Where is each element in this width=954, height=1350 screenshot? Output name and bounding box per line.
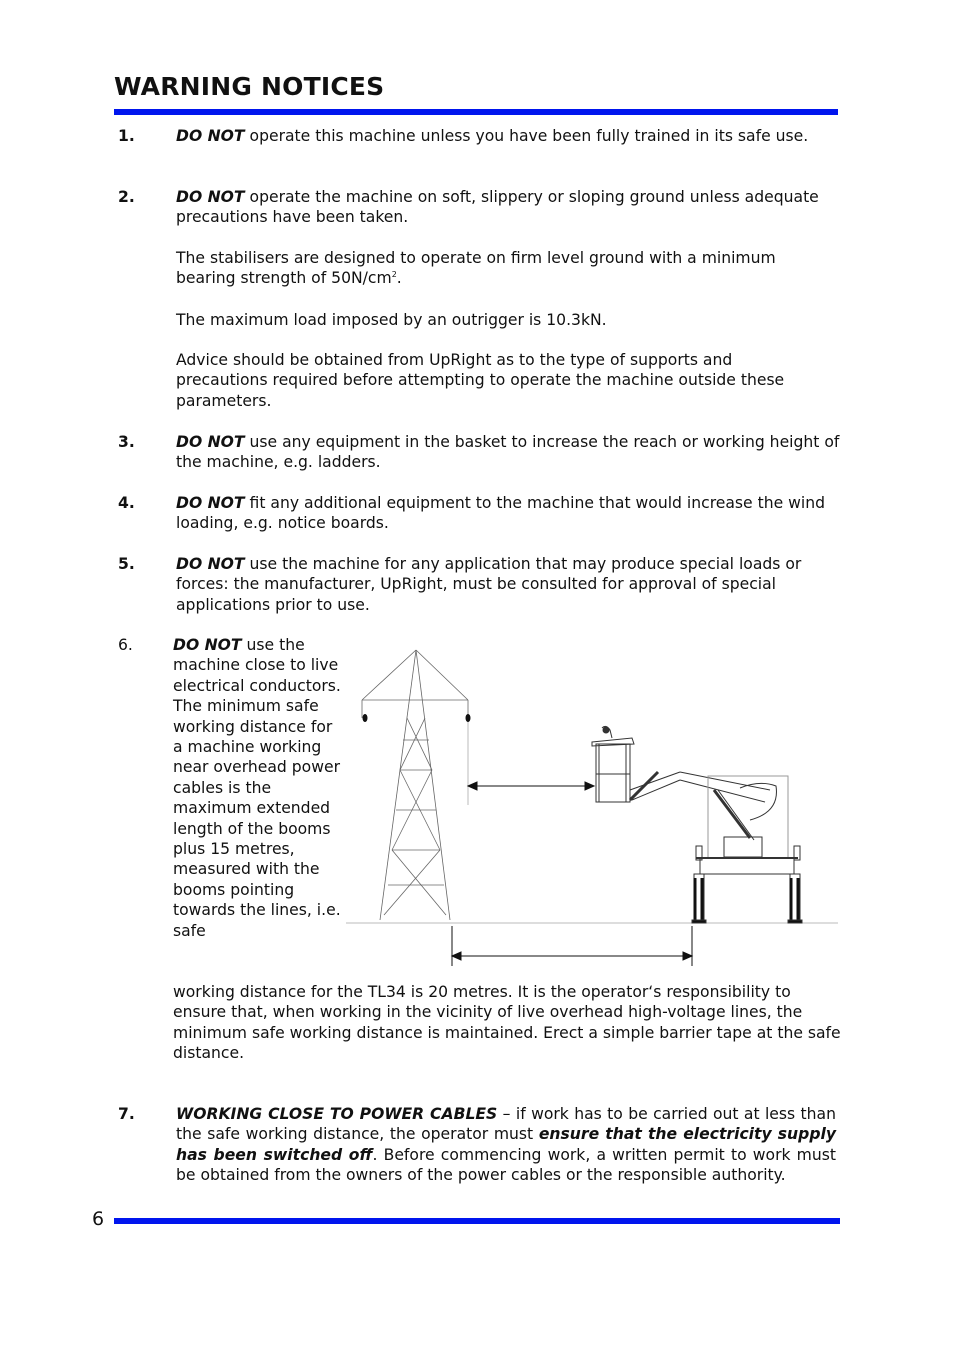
item-7-text: [176, 1104, 836, 1186]
item-1-number: 1.: [118, 127, 135, 145]
stabiliser-text: The stabilisers are designed to operate on firm level ground with a minimum bearing strength of 50N/cm: [176, 249, 776, 288]
safe-distance-illustration: [340, 640, 840, 970]
do-not-label: DO NOT: [176, 433, 245, 451]
do-not-label: DO NOT: [176, 555, 245, 573]
item-6-body: use the machine close to live electrical conductors. The minimum safe working distance for a machine working near overhead power cables is the maximum extended length of the booms plus 15 metres, measured with the booms pointing towards the lines, i.e. safe: [173, 636, 341, 940]
item-6-continuation: working distance for the TL34 is 20 metres. It is the operator‘s responsibility to ensure that, when working in the vicinity of live overhead high-voltage lines, the minimum safe working distance is maintained. Erect a simple barrier tape at the safe distance.: [173, 983, 841, 1063]
item-7-emphasis: ensure that the electricity supply has been switched off: [176, 1125, 836, 1164]
superscript: 2: [391, 270, 397, 280]
item-7-body-2: . Before commencing work, a written permit to work must be obtained from the owners of the power cables or the responsible authority.: [176, 1145, 836, 1185]
item-1-body: operate this machine unless you have been fully trained in its safe use.: [244, 127, 809, 145]
item-3-number: 3.: [118, 433, 135, 451]
item-6-number: 6.: [118, 636, 133, 654]
item-7-body-1: – if work has to be carried out at less than the safe working distance, the operator must: [176, 1105, 836, 1144]
item-4-number: 4.: [118, 494, 135, 512]
stabiliser-paragraph: [176, 248, 840, 289]
do-not-label: DO NOT: [173, 636, 242, 654]
do-not-label: DO NOT: [176, 127, 245, 145]
ground-distance-arrow: [452, 926, 692, 966]
header-rule: [114, 109, 838, 115]
advice-paragraph: Advice should be obtained from UpRight as to the type of supports and precautions required before attempting to operate the machine outside these parameters.: [176, 351, 785, 410]
insulator-icon: [363, 714, 471, 722]
outrigger-load-paragraph: The maximum load imposed by an outrigger is 10.3kN.: [176, 311, 607, 329]
page-title: WARNING NOTICES: [114, 72, 385, 101]
item-7-number: 7.: [118, 1105, 135, 1123]
item-2-text: [176, 187, 840, 228]
do-not-label: DO NOT: [176, 188, 245, 206]
page-number: 6: [92, 1208, 105, 1230]
horizontal-distance-arrow: [468, 782, 594, 790]
pylon-icon: [362, 650, 468, 920]
item-4-text: [176, 493, 840, 534]
cherry-picker-icon: [592, 726, 802, 923]
item-3-body: use any equipment in the basket to increase the reach or working height of the machine, e.g. ladders.: [176, 433, 840, 472]
footer-rule: [114, 1218, 840, 1224]
item-5-number: 5.: [118, 555, 135, 573]
item-5-text: [176, 554, 840, 615]
item-7-lead: WORKING CLOSE TO POWER CABLES: [176, 1105, 498, 1123]
stabiliser-period: .: [396, 269, 402, 288]
item-6-text: [173, 635, 341, 941]
item-3-text: [176, 432, 840, 473]
do-not-label: DO NOT: [176, 494, 245, 512]
item-1-text: [176, 126, 840, 146]
item-4-body: fit any additional equipment to the machine that would increase the wind loading, e.g. notice boards.: [176, 494, 826, 533]
item-2-body: operate the machine on soft, slippery or sloping ground unless adequate precautions have been taken.: [176, 188, 819, 227]
item-5-body: use the machine for any application that may produce special loads or forces: the manufacturer, UpRight, must be consulted for approval of special applications prior to use.: [176, 555, 802, 614]
item-2-number: 2.: [118, 188, 135, 206]
